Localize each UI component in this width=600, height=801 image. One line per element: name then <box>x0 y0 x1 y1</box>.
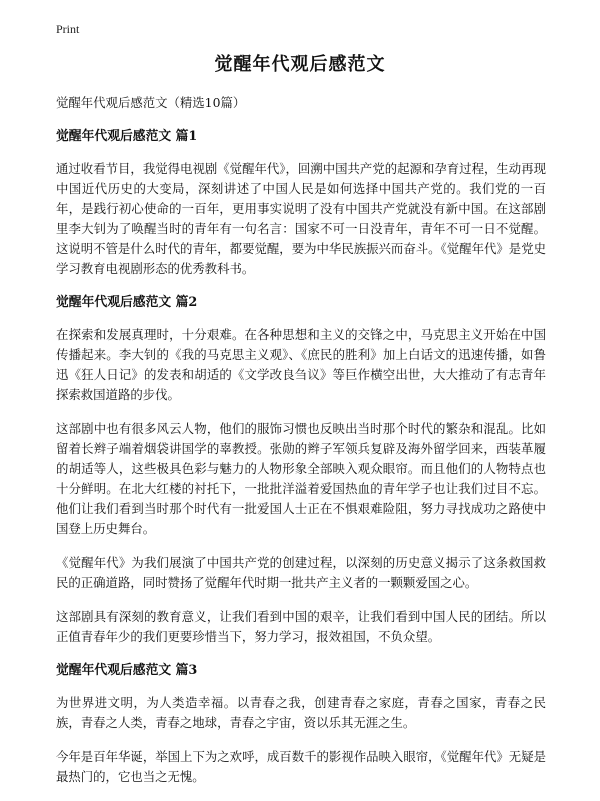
paragraph: 《觉醒年代》为我们展演了中国共产党的创建过程，以深刻的历史意义揭示了这条救国救民的正确道路，同时赞扬了觉醒年代时期一批共产主义者的一颗颗爱国之心。 <box>56 555 546 590</box>
section-heading: 觉醒年代观后感范文 篇3 <box>56 663 198 678</box>
paragraph: 这部剧中也有很多风云人物，他们的服饰习惯也反映出当时那个时代的繁杂和混乱。比如留着长辫子端着烟袋讲国学的辜教授。张勋的辫子军领兵复辟及海外留学回来，西装革履的胡适等人，这些极具色彩与魅力的人物形象全部映入观众眼帘。而且他们的人物特点也十分鲜明。在北大红楼的衬托下，一批批洋溢着爱国热血的青年学子也让我们过目不忘。他们让我们看到当时那个时代有一批爱国人士正在不惧艰难险阻，努力寻找成功之路使中国登上历史舞台。 <box>56 421 546 536</box>
document-subtitle: 觉醒年代观后感范文（精选10篇） <box>56 95 246 110</box>
paragraph: 今年是百年华诞，举国上下为之欢呼，成百数千的影视作品映入眼帘，《觉醒年代》无疑是最热门的，它也当之无愧。 <box>56 749 546 784</box>
section-2 <box>56 293 546 647</box>
print-label: Print <box>56 22 80 36</box>
section-heading: 觉醒年代观后感范文 篇1 <box>56 129 198 144</box>
paragraph: 通过收看节目，我觉得电视剧《觉醒年代》，回溯中国共产党的起源和孕育过程，生动再现中国近代历史的大变局，深刻讲述了中国人民是如何选择中国共产党的。我们党的一百年，是践行初心使命的一百年，更用事实说明了没有中国共产党就没有新中国。在这部剧里李大钊为了唤醒当时的青年有一句名言：国家不可一日没青年，青年不可一日不觉醒。这说明不管是什么时代的青年，都要觉醒，要为中华民族振兴而奋斗。《觉醒年代》是党史学习教育电视剧形态的优秀教科书。 <box>56 161 546 276</box>
section-1 <box>56 127 546 279</box>
paragraph: 为世界进文明，为人类造幸福。以青春之我，创建青春之家庭，青春之国家，青春之民族，青春之人类，青春之地球，青春之宇宙，资以乐其无涯之生。 <box>56 695 546 730</box>
section-3 <box>56 661 546 787</box>
section-heading: 觉醒年代观后感范文 篇2 <box>56 295 198 310</box>
document-body <box>56 93 546 801</box>
paragraph: 这部剧具有深刻的教育意义，让我们看到中国的艰辛，让我们看到中国人民的团结。所以正值青春年少的我们更要珍惜当下，努力学习，报效祖国，不负众望。 <box>56 609 546 644</box>
page-title: 觉醒年代观后感范文 <box>214 54 386 75</box>
paragraph: 在探索和发展真理时，十分艰难。在各种思想和主义的交锋之中，马克思主义开始在中国传播起来。李大钊的《我的马克思主义观》、《庶民的胜利》加上白话文的迅速传播，如鲁迅《狂人日记》的发表和胡适的《文学改良刍议》等巨作横空出世，大大推动了有志青年探索救国道路的步伐。 <box>56 327 546 402</box>
